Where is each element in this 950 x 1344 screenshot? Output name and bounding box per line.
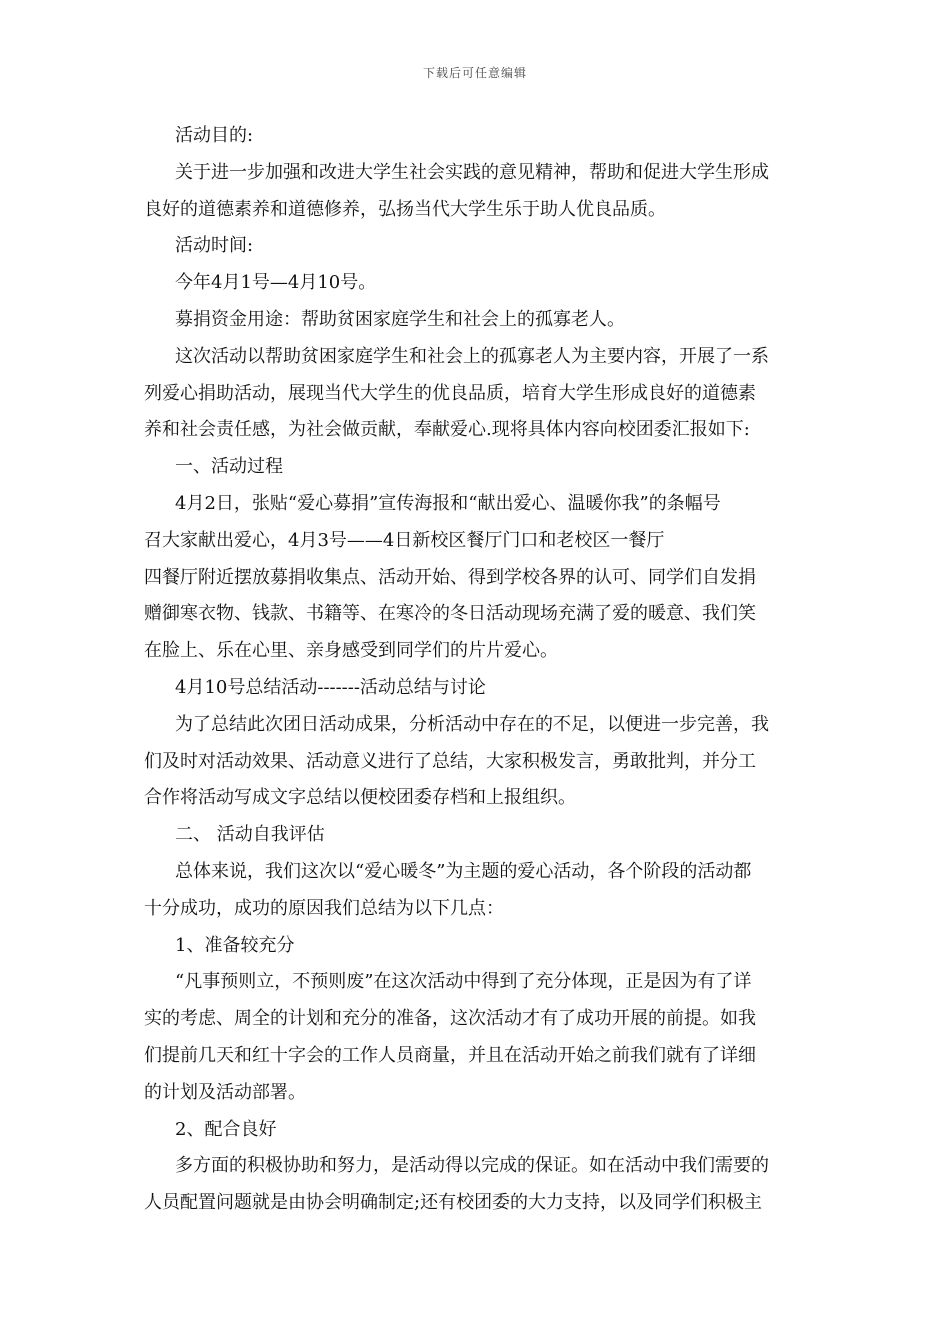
text-line: 活动目的: (175, 125, 254, 146)
text-line: 2、配合良好 (175, 1118, 277, 1140)
text-line: 合作将活动写成文字总结以便校团委存档和上报组织。 (144, 787, 576, 809)
text-line: 们及时对活动效果、活动意义进行了总结，大家积极发言，勇敢批判，并分工 (144, 750, 756, 772)
text-line: 们提前几天和红十字会的工作人员商量，并且在活动开始之前我们就有了详细 (144, 1044, 756, 1066)
text-line: 4月10号总结活动-------活动总结与讨论 (175, 676, 486, 698)
text-line: 的计划及活动部署。 (144, 1081, 306, 1103)
text-line: 良好的道德素养和道德修养，弘扬当代大学生乐于助人优良品质。 (144, 198, 666, 220)
text-line: 总体来说，我们这次以“爱心暖冬”为主题的爱心活动，各个阶段的活动都 (175, 860, 752, 882)
document-body (144, 118, 812, 1222)
text-line: 二、 活动自我评估 (175, 824, 325, 846)
text-line: 募捐资金用途：帮助贫困家庭学生和社会上的孤寡老人。 (175, 308, 625, 330)
text-line: 养和社会责任感，为社会做贡献，奉献爱心.现将具体内容向校团委汇报如下: (144, 419, 750, 441)
text-line: “凡事预则立，不预则废”在这次活动中得到了充分体现，正是因为有了详 (175, 971, 752, 993)
text-line: 4月2日，张贴“爱心募捐”宣传海报和“献出爱心、温暖你我”的条幅号 (175, 492, 721, 514)
text-line: 人员配置问题就是由协会明确制定;还有校团委的大力支持，以及同学们积极主 (144, 1192, 763, 1214)
text-line: 多方面的积极协助和努力，是活动得以完成的保证。如在活动中我们需要的 (175, 1155, 769, 1177)
text-line: 赠御寒衣物、钱款、书籍等、在寒冷的冬日活动现场充满了爱的暖意、我们笑 (144, 603, 756, 625)
text-line: 列爱心捐助活动，展现当代大学生的优良品质，培育大学生形成良好的道德素 (144, 382, 756, 404)
text-line: 实的考虑、周全的计划和充分的准备，这次活动才有了成功开展的前提。如我 (144, 1008, 756, 1030)
text-line: 活动时间: (175, 235, 254, 257)
page-header: 下载后可任意编辑 (422, 66, 527, 80)
text-line: 十分成功，成功的原因我们总结为以下几点： (144, 897, 504, 919)
text-line: 关于进一步加强和改进大学生社会实践的意见精神，帮助和促进大学生形成 (175, 161, 769, 183)
text-line: 四餐厅附近摆放募捐收集点、活动开始、得到学校各界的认可、同学们自发捐 (144, 566, 756, 588)
text-line: 这次活动以帮助贫困家庭学生和社会上的孤寡老人为主要内容，开展了一系 (175, 345, 769, 367)
text-line: 1、准备较充分 (175, 934, 295, 956)
text-line: 在脸上、乐在心里、亲身感受到同学们的片片爱心。 (144, 640, 558, 662)
text-line: 一、活动过程 (175, 456, 283, 478)
text-line: 召大家献出爱心，4月3号——4日新校区餐厅门口和老校区一餐厅 (144, 529, 665, 551)
text-line: 今年4月1号—4月10号。 (175, 272, 377, 294)
text-line: 为了总结此次团日活动成果，分析活动中存在的不足，以便进一步完善，我 (175, 713, 769, 735)
